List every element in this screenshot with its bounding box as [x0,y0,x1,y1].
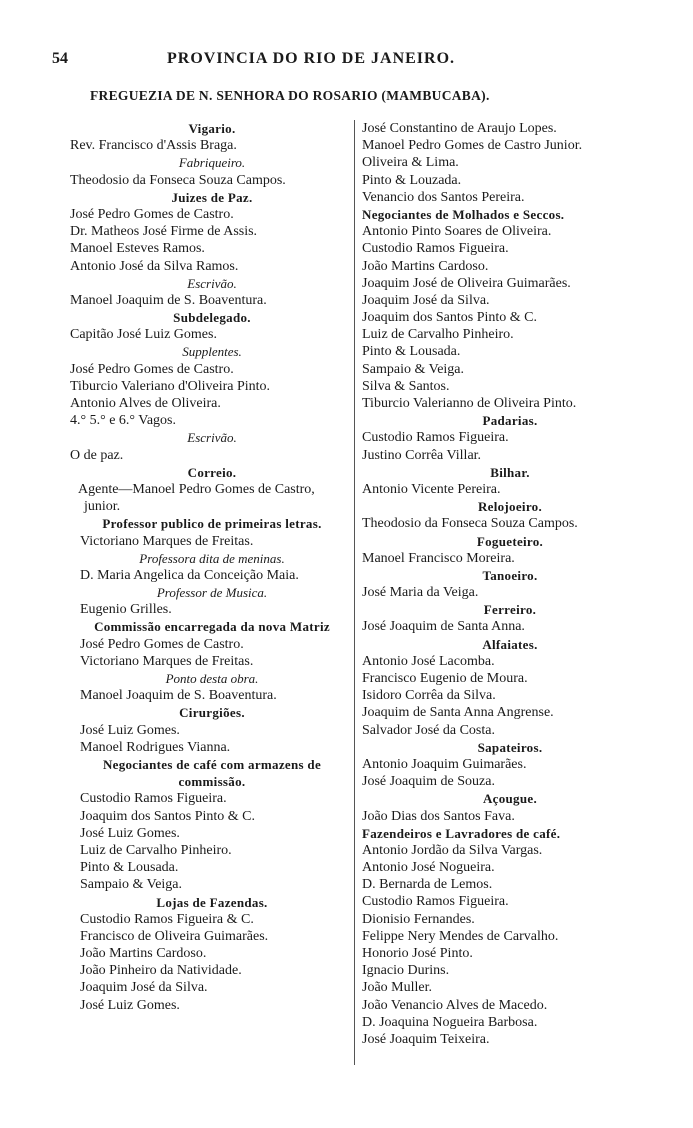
left-column [70,120,354,1014]
left-entry: Manoel Esteves Ramos. [70,241,205,257]
right-entry: Felippe Nery Mendes de Carvalho. [362,928,559,944]
left-section-heading: Lojas de Fazendas. [156,894,268,910]
right-entry: Justino Corrêa Villar. [362,447,482,463]
right-entry: Custodio Ramos Figueira. [362,241,509,257]
right-entry: D. Joaquina Nogueira Barbosa. [362,1014,538,1030]
page-number: 54 [52,50,68,67]
left-role-title: Fabriqueiro. [178,155,246,171]
right-entry: Joaquim José de Oliveira Guimarães. [362,275,571,291]
left-entry: José Luiz Gomes. [80,997,180,1013]
right-section-heading: Açougue. [482,791,538,807]
right-entry: Manoel Pedro Gomes de Castro Junior. [362,138,583,154]
left-section-heading: Professor publico de primeiras letras. [102,516,322,532]
left-entry: João Pinheiro da Natividade. [80,963,242,979]
right-section-heading: Padarias. [482,413,538,429]
right-entry: Joaquim José da Silva. [362,292,490,308]
left-entry: João Martins Cardoso. [80,946,207,962]
left-role-title: Escrivão. [187,430,237,446]
right-entry: Antonio Joaquim Guimarães. [362,756,527,772]
right-entry: José Joaquim de Souza. [362,774,495,790]
right-entry: José Joaquim Teixeira. [362,1031,490,1047]
page-header [52,50,532,74]
left-entry: Joaquim dos Santos Pinto & C. [80,808,256,824]
right-entry: Tiburcio Valerianno de Oliveira Pinto. [362,396,577,411]
right-entry: Antonio Vicente Pereira. [362,481,501,497]
right-entry: Francisco Eugenio de Moura. [362,671,528,686]
right-entry: Sampaio & Veiga. [362,361,465,377]
right-entry: Theodosio da Fonseca Souza Campos. [362,516,578,532]
right-entry: Silva & Santos. [362,378,450,394]
right-section-heading: Alfaiates. [482,636,538,652]
right-entry: Custodio Ramos Figueira. [362,430,509,446]
left-entry: Sampaio & Veiga. [80,877,183,893]
left-role-title: Escrivão. [187,275,237,291]
left-entry: Victoriano Marques de Freitas. [80,533,254,549]
right-entry: Antonio Pinto Soares de Oliveira. [362,224,552,240]
left-entry: Custodio Ramos Figueira & C. [80,911,254,927]
left-entry: Eugenio Grilles. [80,602,172,618]
left-section-heading: Negociantes de café com armazens de commissão. [102,757,322,790]
right-entry: Joaquim de Santa Anna Angrense. [362,705,554,721]
right-entry: João Martins Cardoso. [362,258,489,274]
left-entry: Victoriano Marques de Freitas. [80,653,254,669]
parish-title: FREGUEZIA DE N. SENHORA DO ROSARIO (MAMBUCABA). [90,88,490,103]
left-entry: Tiburcio Valeriano d'Oliveira Pinto. [70,378,271,394]
right-section-heading: Tanoeiro. [482,567,538,583]
right-entry: João Venancio Alves de Macedo. [362,997,548,1013]
left-section-heading: Commissão encarregada da nova Matriz [94,619,330,635]
left-role-title: Professor de Musica. [156,585,268,601]
right-entry: Isidoro Corrêa da Silva. [362,688,496,704]
right-entry: Pinto & Lousada. [362,344,461,360]
right-entry: Custodio Ramos Figueira. [362,894,509,910]
right-entry: Antonio José Lacomba. [362,653,495,669]
left-entry: Agente—Manoel Pedro Gomes de Castro, junior. [78,481,315,515]
right-entry: José Maria da Veiga. [362,585,479,601]
right-entry: Venancio dos Santos Pereira. [362,189,525,205]
left-entry: Antonio Alves de Oliveira. [70,396,221,411]
right-entry: João Dias dos Santos Fava. [362,808,515,824]
left-entry: José Pedro Gomes de Castro. [70,361,234,377]
right-entry: Manoel Francisco Moreira. [362,550,515,566]
left-entry: Manoel Rodrigues Vianna. [80,739,231,755]
left-entry: José Pedro Gomes de Castro. [70,206,234,222]
left-entry: Francisco de Oliveira Guimarães. [80,928,269,944]
right-section-heading: Fazendeiros e Lavradores de café. [362,825,561,841]
left-entry: Pinto & Lousada. [80,860,179,876]
right-entry: Antonio José Nogueira. [362,860,495,876]
left-entry: Manoel Joaquim de S. Boaventura. [80,688,277,704]
left-role-title: Supplentes. [182,344,242,360]
right-entry: Honorio José Pinto. [362,946,473,961]
left-entry: Luiz de Carvalho Pinheiro. [80,842,232,858]
right-section-heading: Ferreiro. [483,602,537,618]
left-entry: Custodio Ramos Figueira. [80,791,227,807]
left-entry: Dr. Matheos José Firme de Assis. [70,224,258,240]
right-entry: Joaquim dos Santos Pinto & C. [362,310,538,326]
left-entry: Capitão José Luiz Gomes. [70,327,217,343]
right-column [358,120,658,1048]
right-section-heading: Bilhar. [490,464,530,480]
right-section-heading: Relojoeiro. [477,499,543,515]
left-section-heading: Subdelegado. [173,310,251,326]
left-entry: José Pedro Gomes de Castro. [80,636,244,652]
left-entry: Antonio José da Silva Ramos. [70,258,239,274]
right-entry: Luiz de Carvalho Pinheiro. [362,327,514,343]
left-role-title: Ponto desta obra. [165,671,259,687]
left-entry: José Luiz Gomes. [80,722,180,738]
left-section-heading: Correio. [187,464,237,480]
left-entry: D. Maria Angelica da Conceição Maia. [80,567,299,583]
right-section-heading: Negociantes de Molhados e Seccos. [362,206,565,222]
left-entry: 4.° 5.° e 6.° Vagos. [70,413,176,429]
left-section-heading: Cirurgiões. [179,705,245,721]
right-entry: D. Bernarda de Lemos. [362,877,493,893]
left-entry: José Luiz Gomes. [80,825,180,841]
right-entry: Pinto & Louzada. [362,172,462,188]
left-entry: Joaquim José da Silva. [80,980,208,996]
right-entry: Dionisio Fernandes. [362,911,475,927]
right-entry: José Constantino de Araujo Lopes. [362,121,557,136]
right-entry: João Muller. [362,980,432,996]
running-title: PROVINCIA DO RIO DE JANEIRO. [167,50,456,67]
column-divider [354,120,355,1065]
right-entry: Salvador José da Costa. [362,722,495,738]
right-entry: José Joaquim de Santa Anna. [362,619,525,635]
left-section-heading: Juizes de Paz. [171,189,253,205]
left-entry: O de paz. [70,447,124,463]
left-section-heading: Vigario. [188,121,236,136]
right-section-heading: Fogueteiro. [476,533,544,549]
left-entry: Theodosio da Fonseca Souza Campos. [70,172,286,188]
left-entry: Manoel Joaquim de S. Boaventura. [70,292,267,308]
right-section-heading: Sapateiros. [477,739,543,755]
right-entry: Oliveira & Lima. [362,155,459,171]
left-role-title: Professora dita de meninas. [139,550,285,566]
left-entry: Rev. Francisco d'Assis Braga. [70,138,237,154]
right-entry: Antonio Jordão da Silva Vargas. [362,842,543,858]
right-entry: Ignacio Durins. [362,963,450,979]
